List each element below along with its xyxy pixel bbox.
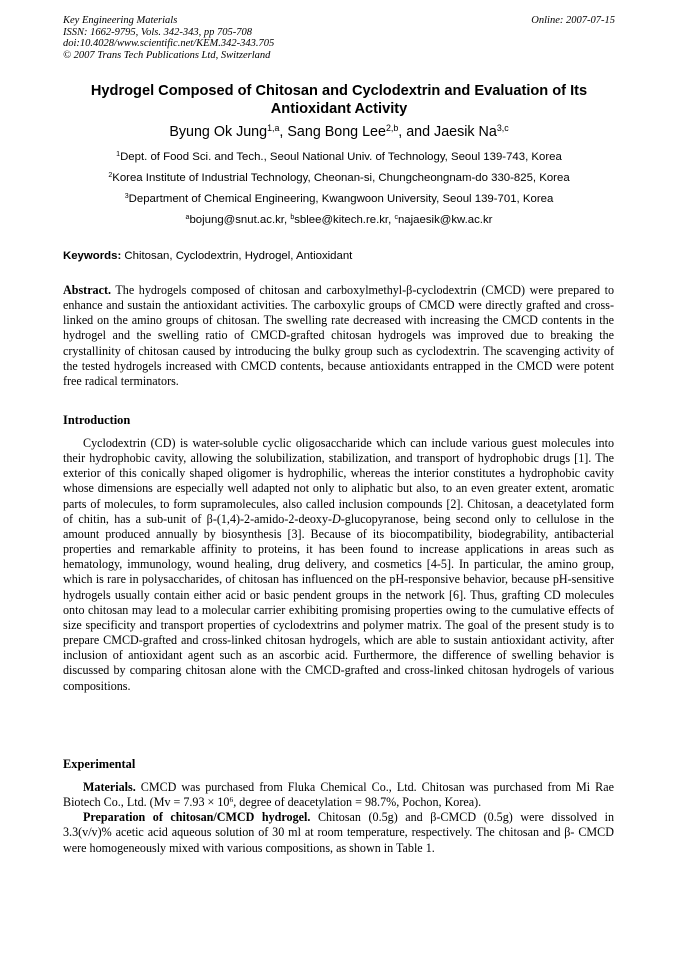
author-2: Sang Bong Lee [287, 124, 386, 140]
email-list [30, 213, 648, 227]
email-a[interactable]: bojung@snut.ac.kr, [189, 214, 288, 226]
keywords-label: Keywords: [63, 250, 122, 262]
email-b-sup: b [290, 214, 295, 222]
abstract [63, 283, 614, 389]
experimental-heading: Experimental [63, 757, 136, 771]
affiliation-3-text: Department of Chemical Engineering, Kwangwoon University, Seoul 139-701, Korea [128, 193, 554, 205]
affiliation-1 [30, 150, 648, 164]
author-list: Byung Ok Jung$^{1,a}$, Sang Bong Lee$^{2,b}$, and Jaesik Na$^{3,c}$ [169, 123, 509, 140]
email-c[interactable]: najaesik@kw.ac.kr [397, 214, 493, 226]
affiliation-2-text: Korea Institute of Industrial Technology, Cheonan-si, Chungcheongnam-do 330-825, Korea [112, 172, 570, 184]
affiliation-3-sup: 3 [124, 193, 129, 201]
title-line-1: Hydrogel Composed of Chitosan and Cyclodextrin and Evaluation of Its [90, 83, 588, 99]
author-3: and Jaesik Na [406, 124, 497, 140]
intro-text-1: Cyclodextrin (CD) is water-soluble cyclic oligosaccharide which can include various guest molecules into their hydrophobic cavity, allowing the solubilization, stabilization, and transport of hydrophobic drugs [1]. The exterior of this conically shaped oligomer is hydrophilic, whereas the interior constitutes a hydrophobic cavity whose dimensions are especially well adapted not only to aliphatic but also, to an even greater extent, aromatic parts of molecules, to form supramolecules, also called inclusion compounds [2]. Chitosan, a deacetylated form of chitin, has a sub-unit of β-(1,4)-2-amido-2-deoxy- [63, 436, 614, 526]
paper-title [40, 82, 638, 118]
journal-name: Key Engineering Materials [63, 15, 178, 26]
introduction-body [63, 436, 614, 694]
intro-italic-d: D [332, 511, 341, 526]
preparation-text: Chitosan (0.5g) and β-CMCD (0.5g) were dissolved in 3.3(v/v)% acetic acid aqueous solution of 30 ml at room temperature, respectively. The chitosan and β- CMCD were homogeneously mixed with various compositions, as shown in Table 1. [63, 810, 615, 855]
abstract-text: The hydrogels composed of chitosan and carboxylmethyl-β-cyclodextrin (CMCD) were prepared to enhance and sustain the antioxidant activities. The carboxylic groups of CMCD were directly grafted and cross-linked on the amino groups of chitosan. The swelling rate decreased with increasing the CMCD contents in the hydrogel and the swelling ratio of CMCD-grafted chitosan hydrogels was improved due to breaking the crystallinity of chitosan caused by introducing the bulky group such as cyclodextrin. The scavenging activity of the tested hydrogels increased with CMCD contents, because antioxidants entrapped in the CMCD were potent free radical terminators. [63, 283, 614, 388]
preparation-label: Preparation of chitosan/CMCD hydrogel. [83, 810, 311, 825]
affiliation-3 [30, 192, 648, 206]
materials-label: Materials. [83, 780, 136, 794]
experimental-body [63, 780, 614, 856]
email-a-sup: a [185, 214, 190, 222]
introduction-heading: Introduction [63, 413, 131, 427]
journal-copyright: © 2007 Trans Tech Publications Ltd, Switzerland [63, 49, 271, 61]
affiliation-2-sup: 2 [108, 172, 113, 180]
author-1: Byung Ok Jung [169, 124, 268, 140]
materials-sup: 6 [229, 795, 234, 805]
affiliation-1-sup: 1 [116, 151, 121, 159]
keywords [63, 249, 352, 263]
journal-doi: doi:10.4028/www.scientific.net/KEM.342-343.705 [63, 38, 275, 50]
online-date: Online: 2007-07-15 [531, 15, 615, 26]
email-b[interactable]: sblee@kitech.re.kr, [294, 214, 392, 226]
materials-text-1: CMCD was purchased from Fluka Chemical Co., Ltd. Chitosan was purchased from Mi Rae Biotech Co., Ltd. (Mv = 7.93 × 10 [63, 780, 614, 810]
author-3-sup: 3,c [496, 123, 509, 134]
materials-text-2: , degree of deacetylation = 98.7%, Pochon, Korea). [233, 795, 482, 810]
keywords-text: Chitosan, Cyclodextrin, Hydrogel, Antioxidant [124, 250, 353, 262]
author-2-sup: 2,b [385, 123, 399, 134]
affiliation-2 [30, 171, 648, 185]
intro-text-2: -glucopyranose, being second only to cellulose in the amount produced annually by biosynthesis [3]. Because of its biocompatibility, biodegrability, antibacterial properties and remarkable affinity to proteins, it has been found to increase applications in areas such as hematology, immunology, wound healing, drug delivery, and cosmetics [4-5]. In particular, the amino group, which is rare in polysaccharides, of chitosan has influenced on the pH-responsive behavior, because pH-sensitive hydrogels usually contain either acid or basic pendent groups in the network [6]. Thus, grafting CD molecules onto chitosan may lead to a molecular carrier exhibiting promising properties owing to the cumulative effects of size specificity and transport properties of cyclodextrins and polymer matrix. The goal of the present study is to prepare CMCD-grafted and cross-linked chitosan hydrogels, which are able to sustain antioxidant activity, after inclusion of antioxidant agent such as an ascorbic acid. Furthermore, the difference of swelling behavior is discussed by comparing chitosan alone with the CMCD-grafted and cross-linked chitosan hydrogels of various compositions. [63, 511, 614, 693]
abstract-label: Abstract. [63, 283, 112, 297]
journal-header [63, 15, 274, 61]
title-line-2: Antioxidant Activity [270, 101, 408, 117]
author-1-sup: 1,a [267, 123, 280, 134]
affiliation-1-text: Dept. of Food Sci. and Tech., Seoul National Univ. of Technology, Seoul 139-743, Korea [120, 151, 562, 163]
email-c-sup: c [394, 214, 398, 222]
journal-issn: ISSN: 1662-9795, Vols. 342-343, pp 705-708 [63, 26, 252, 38]
